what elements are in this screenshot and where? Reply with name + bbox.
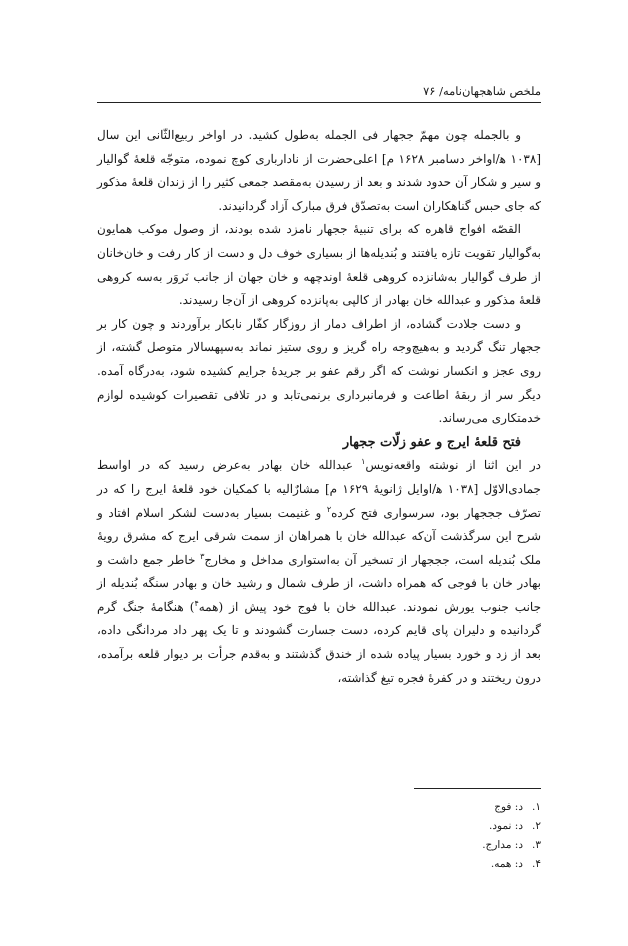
section-heading: فتح قلعهٔ ایرج و عفو زلّات ججهار [342,434,521,450]
footnote-ref-2[interactable]: ۲ [326,504,332,514]
section-text-part-3: و غنیمت بسیار به‌دست لشکر اسلام افتاد و شرح این سرگذشت آن‌که عبدالله خان با همراهان از سمت شرقی ایرج که مشرق رویهٔ ملک بُندیله است، جججهار از تسخیر آن به‌استواری مداخل و مخارج [97,505,541,567]
section-text-part-1: در این اثنا از نوشته واقعه‌نویس [365,458,542,473]
footnote-ref-4[interactable]: ۴ [194,598,199,608]
footnote-item [340,817,541,836]
footnote-text: د: نمود. [489,820,523,832]
footnote-number: ۳. [532,839,541,851]
footnotes [340,798,541,874]
section-text-part-5: ) هنگامهٔ جنگ گرم گردانیده و دلیران پای قایم کرده، دست جسارت گشودند و تا یک پهر داد مردانگی داده، بعد از زد و خورد بسیار پیاده شده از خندق گذشتند و به‌قدم جرأت بر دیوار قلعه برآمده، درون ریختند و در کفرهٔ فجره تیغ گذاشته، [97,599,541,685]
footnote-text: د: فوج [494,801,523,813]
paragraph-1: و بالجمله چون مهمّ ججهار فی الجمله به‌طول کشید. در اواخر ربیع‌الثّانی این سال [۱۰۳۸ ﻫ/اواخر دسامبر ۱۶۲۸ م] اعلی‌حضرت از نادارباری کوچ نموده، متوجّه قلعهٔ گوالیار و سیر و شکار آن حدود شدند و بعد از رسیدن به‌مقصد جمعی کثیر را از زندان قلعهٔ مذکور که جای حبس گناهکاران است به‌تصدّق فرق مبارک آزاد گردانیدند. [97,128,541,213]
footnote-number: ۴. [532,858,541,870]
main-text [97,124,541,690]
running-header: ملخص شاهجهان‌نامه/ ۷۶ [423,84,541,98]
footnote-rule [414,788,541,789]
section-text-part-2: عبدالله خان بهادر به‌عرض رسید که در اواسط جمادی‌الاوّل [۱۰۳۸ ﻫ/اوایل ژانویهٔ ۱۶۲۹ م] مشارٌالیه با کمکیان خود قلعهٔ ایرج را که در تصرّف جججهار بود، سرسواری فتح کرده [97,458,541,520]
footnote-number: ۱. [532,801,541,813]
footnote-item [340,855,541,874]
header-rule [97,102,541,103]
footnote-item [340,798,541,817]
paragraph-2: القصّه افواج قاهره که برای تنبیهٔ ججهار نامزد شده بودند، از وصول موکب همایون به‌گوالیار تقویت تازه یافتند و بُندیله‌ها از بسیاری خوف دل و دست از کار رفت و خان‌خانان از طرف گوالیار به‌شانزده کروهی قلعهٔ اوندچهه و خان جهان از جانب نَروَر به‌سه کروهی قلعهٔ مذکور و عبدالله خان بهادر از کالپی به‌پانزده کروهی از آن‌جا رسیدند. [97,222,541,308]
footnote-text: د: مدارج. [482,839,523,851]
footnote-ref-1[interactable]: ۱ [361,457,366,467]
paragraph-3: و دست جلادت گشاده، از اطراف دمار از روزگار کفّار نابکار برآوردند و چون کار بر ججهار تنگ گردید و به‌هیچ‌وجه راه گریز و روی ستیز نماند به‌سپهسالار متوصل گشته، از روی عجز و انکسار نوشت که اگر رقم عفو بر جریدهٔ جرایم کشیده شود، به‌درگاه آمده. دیگر سر از ربقهٔ اطاعت و فرمانبرداری برنمی‌تابد و در تلافی تقصیرات کوشیده لوازم خدمتکاری می‌رساند. [97,316,541,426]
footnote-text: د: همه. [490,858,523,870]
footnote-item [340,836,541,855]
section-paragraph [97,454,541,690]
section-text-part-4: خاطر جمع داشت و بهادر خان با فوجی که همراه داشت، از طرف شمال و رشید خان و بهادر سنگه بُندیله از جانب جنوب یورش نمودند. عبدالله خان با فوج خود پیش از (همه [97,552,541,614]
footnote-number: ۲. [532,820,541,832]
footnote-ref-3[interactable]: ۳ [200,551,205,561]
